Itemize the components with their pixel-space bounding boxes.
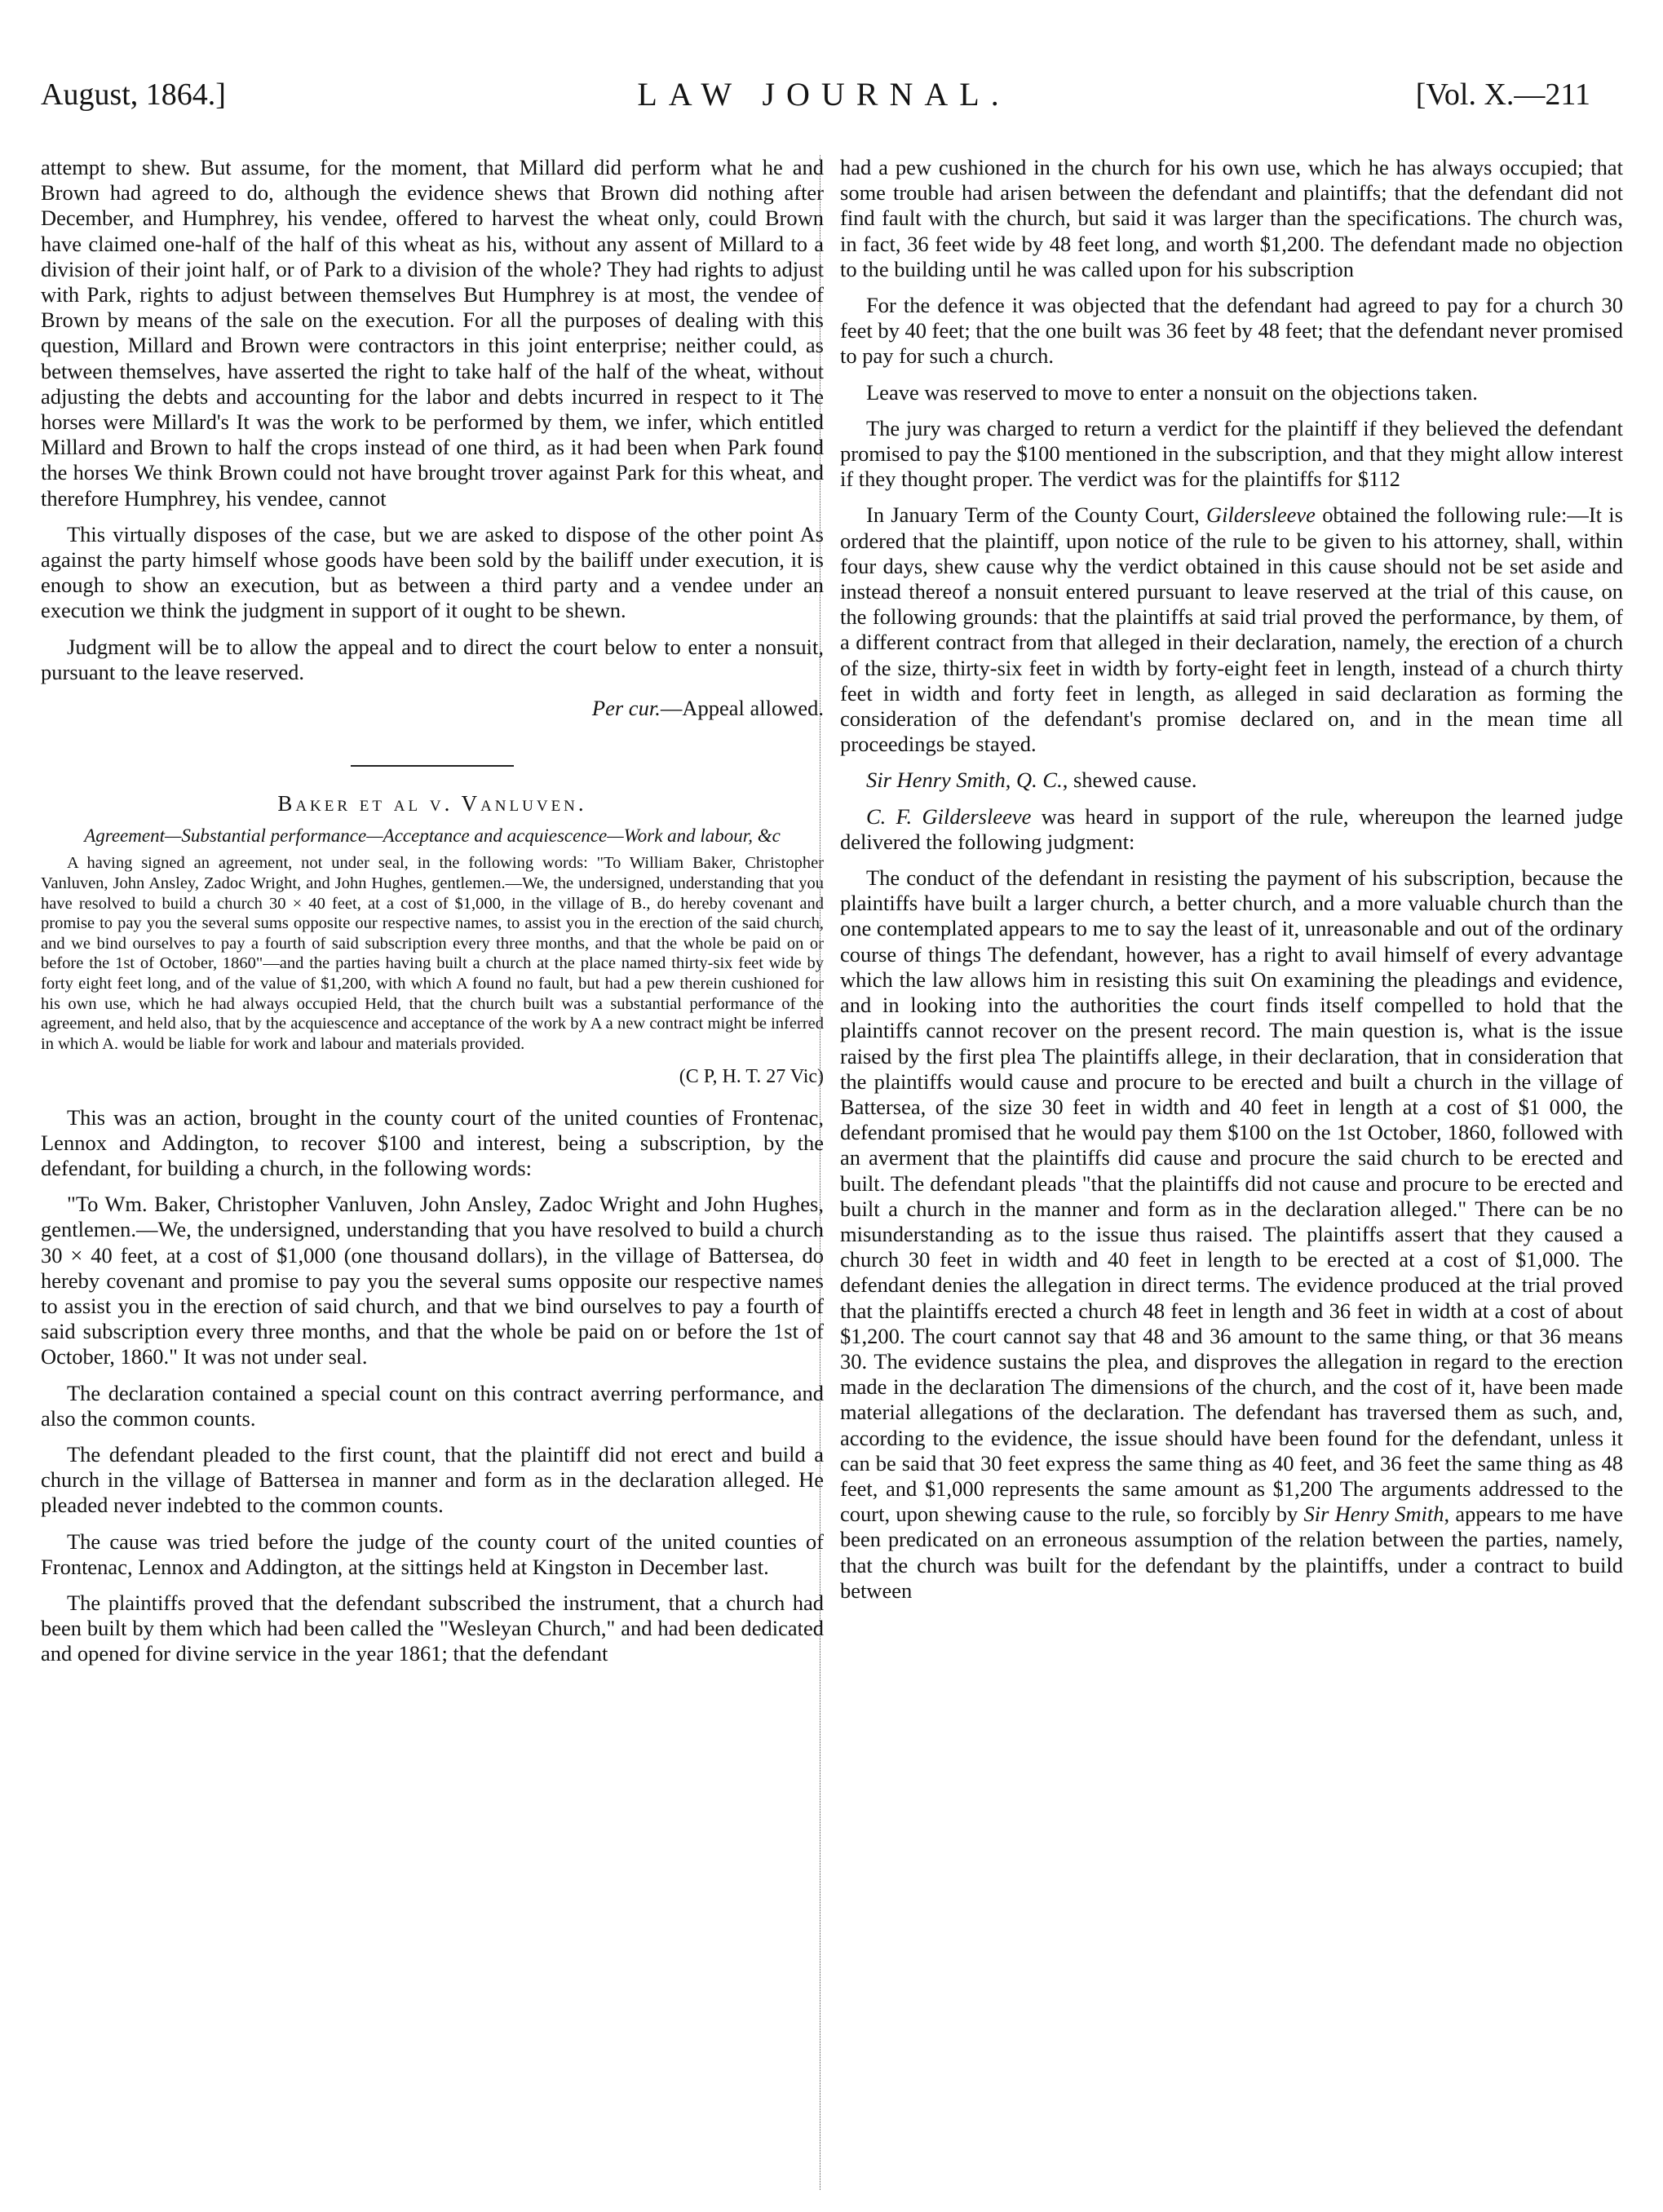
text-run: , appears to me have been predicated on an erroneous assumption of the relation between the parties, namely, that the church was built for the defendant by the plaintiffs, under a contract to build between xyxy=(840,1502,1624,1603)
paragraph: For the defence it was objected that the defendant had agreed to pay for a church 30 feet by 40 feet; that the one built was 36 feet by 48 feet; that the defendant never promised to pay for such a church. xyxy=(840,293,1623,369)
judgment-text xyxy=(840,865,1623,1604)
paragraph: The declaration contained a special count on this contract averring performance, and also the common counts. xyxy=(41,1380,824,1431)
header-date: August, 1864.] xyxy=(41,77,226,112)
paragraph: attempt to shew. But assume, for the moment, that Millard did perform what he and Brown had agreed to do, although the evidence shews that Brown did nothing after December, and Humphrey, his vendee, offered to harvest the wheat only, could Brown have claimed one-half of the half of this wheat as his, without any assent of Millard to a division of their joint half, or of Park to a division of the whole? They had rights to adjust with Park, rights to adjust between themselves But Humphrey is at most, the vendee of Brown by means of the sale on the execution. For all the purposes of dealing with this question, Millard and Brown were contractors in this joint enterprise; neither could, as between themselves, have asserted the right to take half of the half of the wheat, without adjusting the debts and accounting for the labor and debts incurred in respect to it The horses were Millard's It was the work to be performed by them, we infer, which entitled Millard and Brown to half the crops instead of one third, as it had been when Park found the horses We think Brown could not have brought trover against Park for this wheat, and therefore Humphrey, his vendee, cannot xyxy=(41,155,824,511)
paragraph xyxy=(840,502,1623,757)
per-curiam: Per cur. xyxy=(591,696,661,721)
text-run: was heard in support of the rule, whereupon the learned judge delivered the following judgment: xyxy=(840,803,1623,854)
paragraph: Leave was reserved to move to enter a nonsuit on the objections taken. xyxy=(866,379,1478,405)
judgment-signature xyxy=(41,696,824,721)
paragraph: had a pew cushioned in the church for his own use, which he has always occupied; that some trouble had arisen between the defendant and plaintiffs; that the defendant did not find fault with the church, but said it was larger than the specifications. The church was, in fact, 36 feet wide by 48 feet long, and worth $1,200. The defendant made no objection to the building until he was called upon for his subscription xyxy=(840,155,1623,281)
text-run: In January Term of the County Court, xyxy=(866,502,1207,528)
paragraph xyxy=(840,768,1623,793)
header-journal-title: LAW JOURNAL. xyxy=(637,76,1011,113)
paragraph: The jury was charged to return a verdict for the plaintiff if they believed the defendant promised to pay the $100 mentioned in the subscription, and that they might allow interest if they thought proper. The verdict was for the plaintiffs for $112 xyxy=(840,415,1623,492)
case-citation: (C P, H. T. 27 Vic) xyxy=(679,1066,824,1088)
right-column xyxy=(840,155,1623,1614)
judgment-result: —Appeal allowed. xyxy=(660,696,824,721)
headnote: A having signed an agreement, not under seal, in the following words: "To William Baker, Christopher Vanluven, John Ansley, Zadoc Wright, and John Hughes, gentlemen.—We, the undersigned, understanding that you have resolved to build a church 30 × 40 feet, at a cost of $1,000, in the village of B., do hereby covenant and promise to pay you the several sums opposite our respective names, to assist you in the erection of the said church, and we bind ourselves to pay a fourth of said subscription every three months, and that the whole be paid on or before the 1st of October, 1860"—and the parties having built a church at the place named thirty-six feet wide by forty eight feet long, and of the value of $1,200, with which A found no fault, but had a pew therein cushioned for his own use, which he had always occupied Held, that the church built was a substantial performance of the agreement, and held also, that by the acquiescence and acceptance of the work by A a new contract might be inferred in which A. would be liable for work and labour and materials provided. xyxy=(41,854,824,1053)
counsel-name: Sir Henry Smith xyxy=(1303,1502,1444,1527)
catchwords: Agreement—Substantial performance—Acceptance and acquiescence—Work and labour, &c xyxy=(84,825,781,847)
paragraph: The defendant pleaded to the first count, that the plaintiff did not erect and build a church in the village of Battersea in manner and form as in the declaration alleged. He pleaded never indebted to the common counts. xyxy=(41,1442,824,1518)
case-title: Baker et al v. Vanluven. xyxy=(277,791,587,816)
counsel-name: C. F. Gildersleeve xyxy=(866,803,1032,829)
section-divider xyxy=(351,765,514,767)
paragraph xyxy=(840,804,1623,855)
paragraph: The plaintiffs proved that the defendant subscribed the instrument, that a church had been built by them which had been called the "Wesleyan Church," and had been dedicated and opened for divine service in the year 1861; that the defendant xyxy=(41,1590,824,1666)
counsel-name: Sir Henry Smith, Q. C. xyxy=(866,768,1063,793)
left-column xyxy=(41,155,824,1678)
paragraph: The cause was tried before the judge of the county court of the united counties of Frontenac, Lennox and Addington, at the sittings held at Kingston in December last. xyxy=(41,1528,824,1579)
text-run: obtained the following rule:—It is ordered that the plaintiff, upon notice of the rule to be given to his attorney, shall, within four days, shew cause why the verdict obtained in this cause should not be set aside and instead thereof a nonsuit entered pursuant to leave reserved at the trial of this cause, on the following grounds: that the plaintiffs at said trial proved the performance, by them, of a different contract from that alleged in their declaration, namely, the erection of a church of the size, thirty-six feet in width by forty-eight feet in length, instead of a church thirty feet in width and forty feet in length, as alleged in said declaration as forming the consideration of the defendant's promise declared on, and in the mean time all proceedings be stayed. xyxy=(840,502,1623,757)
running-header xyxy=(41,75,1590,124)
paragraph: This was an action, brought in the county court of the united counties of Frontenac, Lennox and Addington, to recover $100 and interest, being a subscription, by the defendant, for building a church, in the following words: xyxy=(41,1104,824,1181)
counsel-name: Gildersleeve xyxy=(1206,502,1316,528)
paragraph: This virtually disposes of the case, but we are asked to dispose of the other point As against the party himself whose goods have been sold by the bailiff under execution, it is enough to show an execution, but as between a third party and a vendee under an execution we think the judgment in support of it ought to be shewn. xyxy=(41,521,824,623)
text-run: The conduct of the defendant in resisting the payment of his subscription, because the plaintiffs have built a larger church, a better church, and a more valuable church than the one contemplated appears to me to say the least of it, unreasonable and out of the ordinary course of things The defendant, however, has a right to avail himself of every advantage which the law allows him in resisting this suit On examining the pleadings and evidence, and in looking into the authorities the court finds itself compelled to hold that the plaintiffs cannot recover on the present record. The main question is, what is the issue raised by the first plea The plaintiffs allege, in their declaration, that in consideration that the plaintiffs would cause and procure to be erected and built a church in the village of Battersea, of the size 30 feet in width and 40 feet in length at a cost of $1 000, the defendant promised that he would pay them $100 on the 1st October, 1860, followed with an averment that the plaintiffs did cause and procure the said church to be erected and built. The defendant pleads "that the plaintiffs did not cause and procure to be erected and built a church in the manner and form as in the declaration alleged." There can be no misunderstanding as to the issue thus raised. The plaintiffs assert that they caused a church 30 feet in width and 40 feet in length to be erected at a cost of $1,000. The defendant denies the allegation in direct terms. The evidence produced at the trial proved that the plaintiffs erected a church 48 feet in length and 36 feet in width at a cost of about $1,200. The court cannot say that 48 and 36 amount to the same thing, or that 36 means 30. The evidence sustains the plea, and disproves the allegation in regard to the erection made in the declaration The dimensions of the church, and the cost of it, have been made material allegations of the declaration. The defendant has traversed them as such, and, according to the evidence, the issue should have been found for the defendant, unless it can be said that 30 feet express the same thing as 40 feet, and 36 feet the same thing as 48 feet, and $1,000 represents the same amount as $1,200 The arguments addressed to the court, upon shewing cause to the rule, so forcibly by xyxy=(840,865,1623,1527)
text-run: , shewed cause. xyxy=(1062,768,1197,793)
header-volume-page: [Vol. X.—211 xyxy=(1415,77,1590,112)
quoted-subscription: "To Wm. Baker, Christopher Vanluven, John Ansley, Zadoc Wright and John Hughes, gentlemen.—We, the undersigned, understanding that you have resolved to build a church 30 × 40 feet, at a cost of $1,000 (one thousand dollars), in the village of Battersea, do hereby covenant and promise to pay you the several sums opposite our respective names to assist you in the erection of said church, and that we bind ourselves to pay a fourth of said subscription every three months, and that the whole be paid on or before the 1st of October, 1860." It was not under seal. xyxy=(41,1192,824,1369)
paragraph: Judgment will be to allow the appeal and to direct the court below to enter a nonsuit, pursuant to the leave reserved. xyxy=(41,634,824,684)
